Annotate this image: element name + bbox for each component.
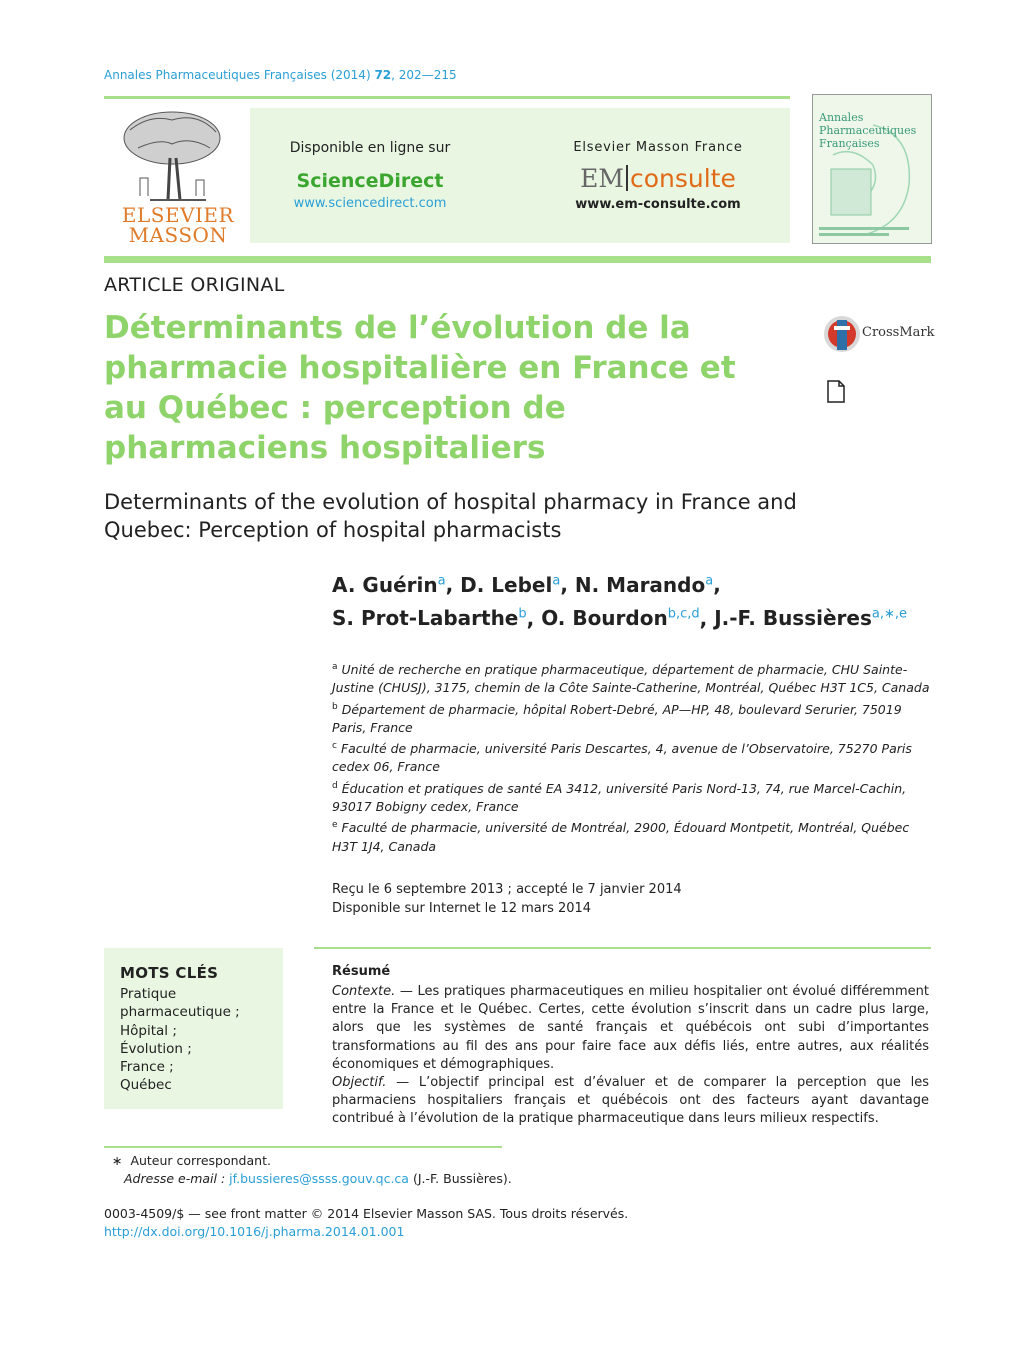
journal-name: Annales Pharmaceutiques Françaises (2014) <box>104 68 371 82</box>
author-affiliation-marker[interactable]: a <box>437 573 446 588</box>
email-link[interactable]: jf.bussieres@ssss.gouv.qc.ca <box>229 1170 409 1186</box>
cover-title <box>819 111 916 150</box>
elsevier-wordmark <box>118 205 238 245</box>
keywords-list <box>120 985 270 1095</box>
sciencedirect-link[interactable]: www.sciencedirect.com <box>293 196 447 211</box>
corresponding-author-footnote <box>112 1152 812 1187</box>
affiliation: $^e$ Faculté de pharmacie, université de Montréal, 2900, Édouard Montpetit, Montréal, Québec H3T 1J4, Canada <box>332 820 910 854</box>
author[interactable]: O. Bourdon$^{b,c,d}$ <box>541 606 700 631</box>
keywords-title: MOTS CLÉS <box>120 964 219 982</box>
affiliation: $^a$ Unité de recherche en pratique pharmaceutique, département de pharmacie, CHU Sainte-Justine (CHUSJ), 3175, chemin de la Côte Sainte-Catherine, Montréal, Québec H3T 1C5, Canada <box>332 662 930 696</box>
affiliation: $^c$ Faculté de pharmacie, université Paris Descartes, 4, avenue de l’Observatoire, 75270 Paris cedex 06, France <box>332 741 912 775</box>
keywords-panel <box>104 948 283 1109</box>
author[interactable]: S. Prot-Labarthe$^b$ <box>332 606 527 631</box>
abstract-paragraph: Objectif. — L’objectif principal est d’évaluer et de comparer la perception que les pharmaciens hospitaliers français et québécois ont des facteurs ayant davantage contribué à l’évolution de la pratique pharmaceutique dans leurs milieux respectifs. <box>332 1075 929 1127</box>
emconsulte-company: Elsevier Masson France <box>573 140 743 155</box>
cover-title-line-1: Annales <box>819 111 864 124</box>
emconsulte-link[interactable]: www.em-consulte.com <box>575 197 741 212</box>
email-owner: (J.-F. Bussières). <box>412 1170 512 1186</box>
abstract-paragraph: Contexte. — Les pratiques pharmaceutiques en milieu hospitalier ont évolué différemment entre la France et le Québec. Certes, cette évolution s’inscrit dans un cadre plus large, alors que les systèmes de santé français et québécois ont subi d’importantes transformations au fil des ans pour faire face aux défis liés, entre autres, aux réalités économiques et démographiques. <box>332 984 929 1072</box>
emconsulte-logo[interactable] <box>560 164 756 193</box>
author[interactable]: N. Marando$^a$ <box>574 572 714 597</box>
article-type: ARTICLE ORIGINAL <box>104 274 285 296</box>
abstract-body <box>332 983 929 1129</box>
author-affiliation-marker[interactable]: a <box>552 573 561 588</box>
abstract-section-label: Objectif. <box>332 1075 387 1091</box>
author[interactable]: D. Lebel$^a$ <box>460 572 561 597</box>
article-dates <box>332 880 932 918</box>
journal-pages: , 202—215 <box>391 68 457 82</box>
author-affiliation-marker[interactable]: b,c,d <box>667 606 700 622</box>
author-affiliation-marker[interactable]: b <box>518 606 527 622</box>
cover-title-line-2: Pharmaceutiques <box>819 124 917 137</box>
author[interactable]: A. Guérin$^a$ <box>332 572 446 597</box>
title-french: Déterminants de l’évolution de la pharmacie hospitalière en France et au Québec : perception de pharmaciens hospitaliers <box>104 310 736 466</box>
affiliation: $^d$ Éducation et pratiques de santé EA 3412, université Paris Nord-13, 74, rue Marcel-Cachin, 93017 Bobigny cedex, France <box>332 780 907 815</box>
author[interactable]: J.-F. Bussières$^{a,∗,e}$ <box>714 606 907 631</box>
abstract-section-label: Contexte. <box>332 984 396 999</box>
copyright-block <box>104 1205 804 1240</box>
received-date: Reçu le 6 septembre 2013 ; accepté le 7 janvier 2014 <box>332 882 682 897</box>
crossmark-label[interactable]: CrossMark <box>862 325 935 340</box>
copyright-line: 0003-4509/$ — see front matter © 2014 Elsevier Masson SAS. Tous droits réservés. <box>104 1206 629 1221</box>
online-date: Disponible sur Internet le 12 mars 2014 <box>332 901 592 916</box>
doi-link[interactable]: http://dx.doi.org/10.1016/j.pharma.2014.01.001 <box>104 1223 405 1239</box>
emconsulte-logo-consulte: consulte <box>629 164 736 193</box>
sciencedirect-available-label: Disponible en ligne sur <box>289 140 451 156</box>
crossmark-icon <box>822 312 862 356</box>
keyword: Pratique pharmaceutique ; <box>120 986 240 1021</box>
header-rule-bottom <box>104 256 931 263</box>
keyword: Évolution ; <box>120 1040 192 1057</box>
keyword: France ; <box>120 1059 174 1076</box>
document-icon[interactable] <box>826 380 846 404</box>
header-rule-top <box>104 96 790 99</box>
journal-cover[interactable] <box>812 94 932 244</box>
cover-title-line-3: Françaises <box>819 137 880 150</box>
abstract-rule <box>314 947 931 949</box>
footnote-marker: ∗ <box>112 1153 123 1168</box>
email-label: Adresse e-mail : <box>124 1170 226 1186</box>
journal-volume: 72 <box>374 68 392 82</box>
keyword: Hôpital ; <box>120 1022 177 1039</box>
title-english: Determinants of the evolution of hospital pharmacy in France and Quebec: Perception of hospital pharmacists <box>104 490 797 542</box>
keyword: Québec <box>120 1077 172 1094</box>
journal-reference[interactable] <box>104 68 457 82</box>
elsevier-word-1: ELSEVIER <box>121 203 235 227</box>
emconsulte-logo-divider <box>626 165 628 191</box>
affiliation: $^b$ Département de pharmacie, hôpital Robert-Debré, AP—HP, 48, boulevard Serurier, 75019 Paris, France <box>332 701 902 735</box>
page-icon <box>826 380 846 404</box>
abstract-heading: Résumé <box>332 964 391 979</box>
affiliations <box>332 658 932 856</box>
author-list: A. Guérin$^a$, D. Lebel$^a$, N. Marando$^a$, S. Prot-Labarthe$^b$, O. Bourdon$^{b,c,d}$, J.-F. Bussières$^{a,∗,e}$ <box>332 572 907 631</box>
elsevier-tree-icon <box>110 108 240 208</box>
author-affiliation-marker[interactable]: a <box>705 573 714 588</box>
footnote-text: Auteur correspondant. <box>130 1153 271 1168</box>
elsevier-word-2: MASSON <box>128 223 228 247</box>
emconsulte-logo-em: EM <box>580 164 624 193</box>
sciencedirect-logo[interactable]: ScienceDirect <box>296 170 444 192</box>
footnote-rule <box>104 1146 502 1148</box>
author-affiliation-marker[interactable]: a,∗,e <box>871 606 907 622</box>
